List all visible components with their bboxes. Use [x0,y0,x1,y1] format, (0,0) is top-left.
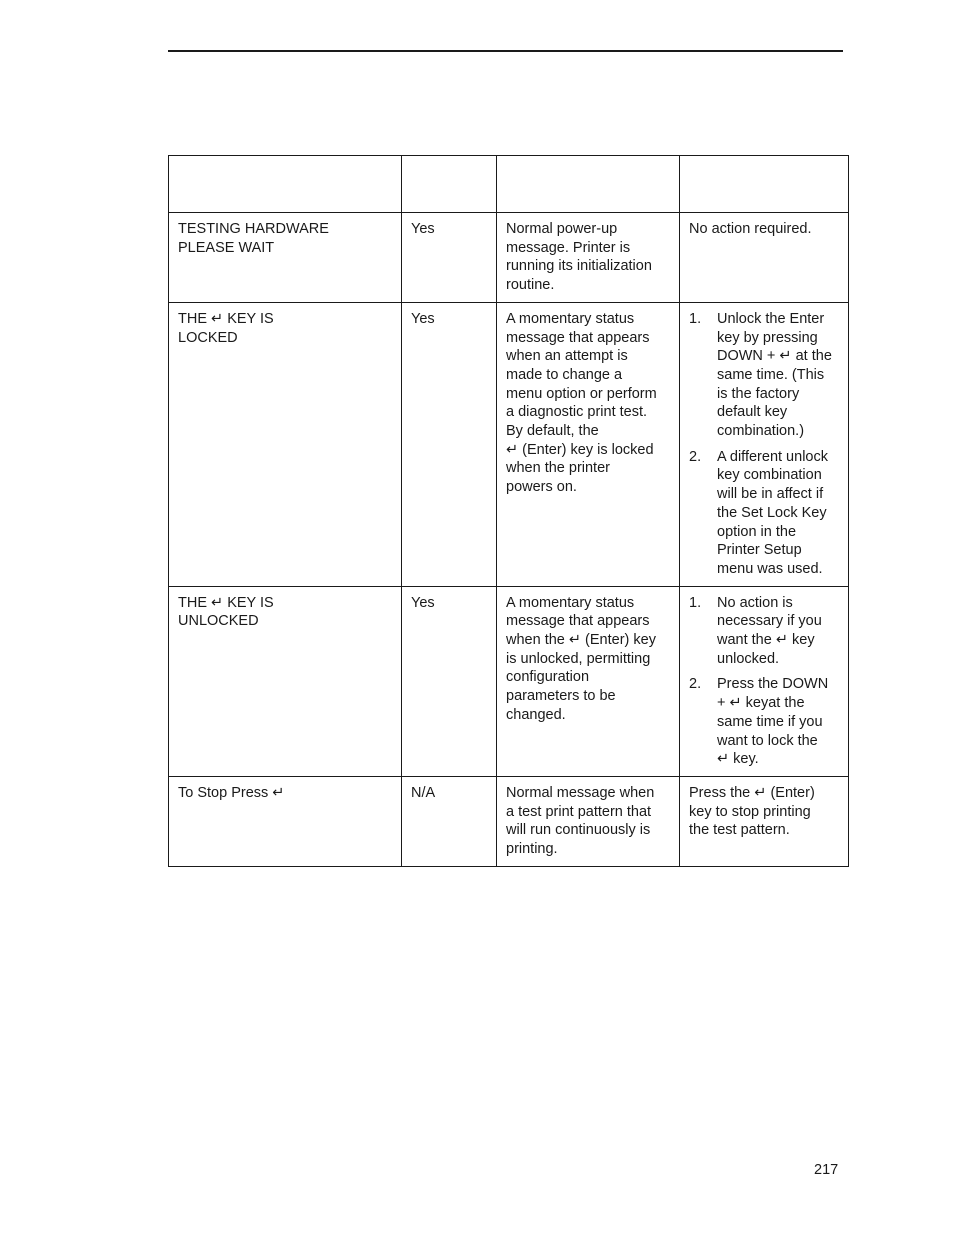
explanation-text: A momentary status message that appears when an attempt is made to change a menu option or perform a diagnostic print test. By default, the ↵ (Enter) key is locked when the printer powers on. [506,310,657,496]
step-number: 1. [689,310,702,327]
action-cell [680,213,849,303]
page-number: 217 [814,1162,839,1178]
displayed-text: Yes [411,594,435,611]
explanation-text: Normal power-up message. Printer is running its initialization routine. [506,221,652,294]
explanation-cell [497,302,680,586]
step-number: 2. [689,676,702,693]
table-header-row [169,156,849,213]
displayed-text: N/A [411,784,436,801]
message-text: To Stop Press ↵ [178,784,285,801]
displayed-cell [402,302,497,586]
step-text: Unlock the Enter key by pressing DOWN + ↵ at the same time. (This is the factory default key combination.) [717,310,832,440]
message-text: THE ↵ KEY IS LOCKED [178,310,274,346]
displayed-text: Yes [411,310,435,327]
table-row [169,586,849,776]
action-cell [680,586,849,776]
message-table [168,155,849,867]
table-row [169,213,849,303]
explanation-text: A momentary status message that appears when the ↵ (Enter) key is unlocked, permitting configuration parameters to be changed. [506,594,656,723]
explanation-text: Normal message when a test print pattern that will run continuously is printing. [506,784,655,858]
table-row [169,776,849,866]
action-text: No action required. [689,221,812,237]
action-cell [680,302,849,586]
step-number: 1. [689,594,702,611]
header-cell-explanation [497,156,680,213]
step-text: No action is necessary if you want the ↵ key unlocked. [717,594,822,667]
message-text: THE ↵ KEY IS UNLOCKED [178,594,274,630]
action-steps [689,310,840,579]
explanation-cell [497,776,680,866]
message-cell [169,213,402,303]
top-rule [168,50,843,52]
explanation-cell [497,213,680,303]
action-step [689,310,840,441]
message-text: TESTING HARDWARE PLEASE WAIT [178,221,329,256]
header-cell-action [680,156,849,213]
step-text: A different unlock key combination will be in affect if the Set Lock Key option in the Printer Setup menu was used. [717,448,828,577]
table-row [169,302,849,586]
displayed-cell [402,213,497,303]
action-cell [680,776,849,866]
message-cell [169,776,402,866]
action-step [689,448,840,579]
header-cell-message [169,156,402,213]
displayed-cell [402,776,497,866]
action-step [689,675,840,769]
displayed-cell [402,586,497,776]
explanation-cell [497,586,680,776]
header-cell-displayed [402,156,497,213]
action-text: Press the ↵ (Enter) key to stop printing the test pattern. [689,784,815,839]
action-steps [689,594,840,769]
step-text: Press the DOWN + ↵ keyat the same time if you want to lock the ↵ key. [717,676,829,768]
action-step [689,594,840,669]
displayed-text: Yes [411,221,435,237]
message-cell [169,586,402,776]
step-number: 2. [689,448,702,465]
message-cell [169,302,402,586]
